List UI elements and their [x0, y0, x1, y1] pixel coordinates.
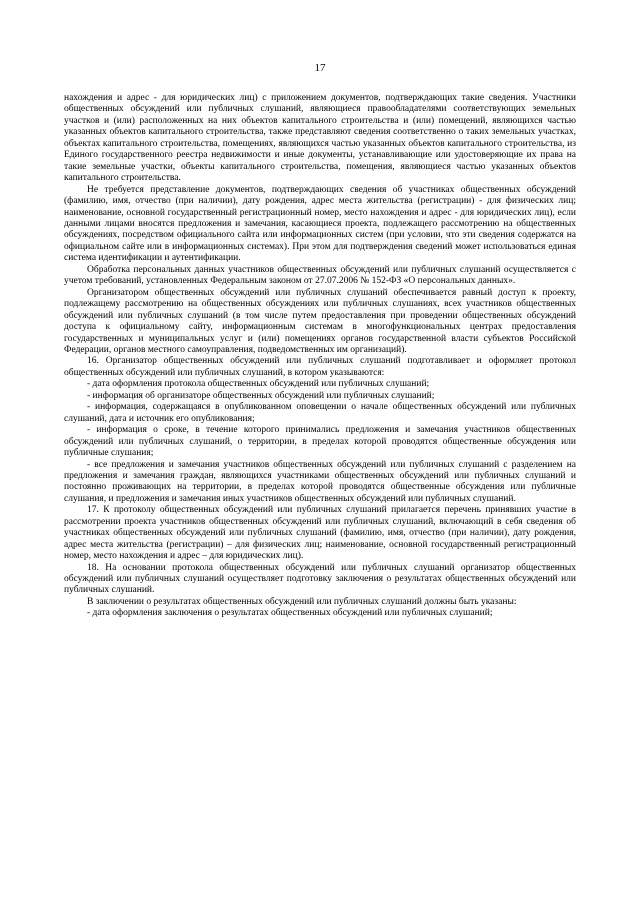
list-item-term-info: - информация о сроке, в течение которого принимались предложения и замечания участников общественных обсуждений или публичных слушаний, о территории, в пределах которой проводятся общественные обсуждения или публичные слушания;	[64, 425, 576, 459]
paragraph-4: Организатором общественных обсуждений или публичных слушаний обеспечивается равный доступ к проекту, подлежащему рассмотрению на общественных обсуждениях или публичных слушаниях, всех участников общественных обсуждений или публичных слушаний (в том числе путем предоставления при проведении общественных обсуждений доступа к официальному сайту, информационным системам в многофункциональных центрах предоставления государственных и муниципальных услуг и (или) помещениях органов государственной власти субъектов Российской Федерации, органов местного самоуправления, подведомственных им организаций).	[64, 287, 576, 355]
list-item-proposals: - все предложения и замечания участников общественных обсуждений или публичных слушаний с разделением на предложения и замечания граждан, являющихся участниками общественных обсуждений или публичных слушаний и постоянно проживающих на территории, в пределах которой проводятся общественные обсуждения или публичные слушания, и предложения и замечания иных участников общественных обсуждений или публичных слушаний.	[64, 459, 576, 504]
page-number: 17	[314, 62, 326, 74]
paragraph-17: 17. К протоколу общественных обсуждений или публичных слушаний прилагается перечень принявших участие в рассмотрении проекта участников общественных обсуждений или публичных слушаний, включающий в себя сведения об участниках общественных обсуждений или публичных слушаний (фамилию, имя, отчество (при наличии), дату рождения, адрес места жительства (регистрации) – для физических лиц; наименование, основной государственный регистрационный номер, место нахождения и адрес – для юридических лиц).	[64, 505, 576, 562]
paragraph-conclusion-intro: В заключении о результатах общественных обсуждений или публичных слушаний должны быть указаны:	[87, 596, 517, 607]
list-item-organizer-info: - информация об организаторе общественных обсуждений или публичных слушаний;	[87, 390, 435, 401]
paragraph-2: Не требуется представление документов, подтверждающих сведения об участниках общественных обсуждений (фамилию, имя, отчество (при наличии), дату рождения, адрес места жительства (регистрации) - для физических лиц; наименование, основной государственный регистрационный номер, место нахождения и адрес - для юридических лиц), если данными лицами вносятся предложения и замечания, касающиеся проекта, подлежащего рассмотрению на общественных обсуждениях, посредством официального сайта или информационных систем (при условии, что эти сведения содержатся на официальном сайте или в информационных системах). При этом для подтверждения сведений может использоваться единая система идентификации и аутентификации.	[64, 184, 576, 264]
paragraph-18: 18. На основании протокола общественных обсуждений или публичных слушаний организатор общественных обсуждений или публичных слушаний осуществляет подготовку заключения о результатах общественных обсуждений или публичных слушаний.	[64, 562, 576, 596]
document-body	[64, 93, 576, 620]
paragraph-16-intro: 16. Организатор общественных обсуждений или публичных слушаний подготавливает и оформляет протокол общественных обсуждений или публичных слушаний, в котором указываются:	[64, 356, 576, 378]
list-item-conclusion-date: - дата оформления заключения о результатах общественных обсуждений или публичных слушаний;	[87, 608, 493, 619]
paragraph-3: Обработка персональных данных участников общественных обсуждений или публичных слушаний осуществляется с учетом требований, установленных Федеральным законом от 27.07.2006 № 152-ФЗ «О персональных данных».	[64, 264, 576, 287]
list-item-protocol-date: - дата оформления протокола общественных обсуждений или публичных слушаний;	[87, 379, 430, 390]
paragraph-1: нахождения и адрес - для юридических лиц) с приложением документов, подтверждающих такие сведения. Участники общественных обсуждений или публичных слушаний, являющиеся правообладателями соответствующих земельных участков и (или) расположенных на них объектов капитального строительства и (или) помещений, являющихся частью указанных объектов капитального строительства, также представляют сведения соответственно о таких земельных участках, объектах капитального строительства, помещениях, являющихся частью указанных объектов капитального строительства, из Единого государственного реестра недвижимости и иные документы, устанавливающие или удостоверяющие их права на такие земельные участки, объекты капитального строительства, помещения, являющиеся частью указанных объектов капитального строительства.	[64, 93, 576, 184]
list-item-notice-info: - информация, содержащаяся в опубликованном оповещении о начале общественных обсуждений или публичных слушаний, дата и источник его опубликования;	[64, 402, 576, 424]
